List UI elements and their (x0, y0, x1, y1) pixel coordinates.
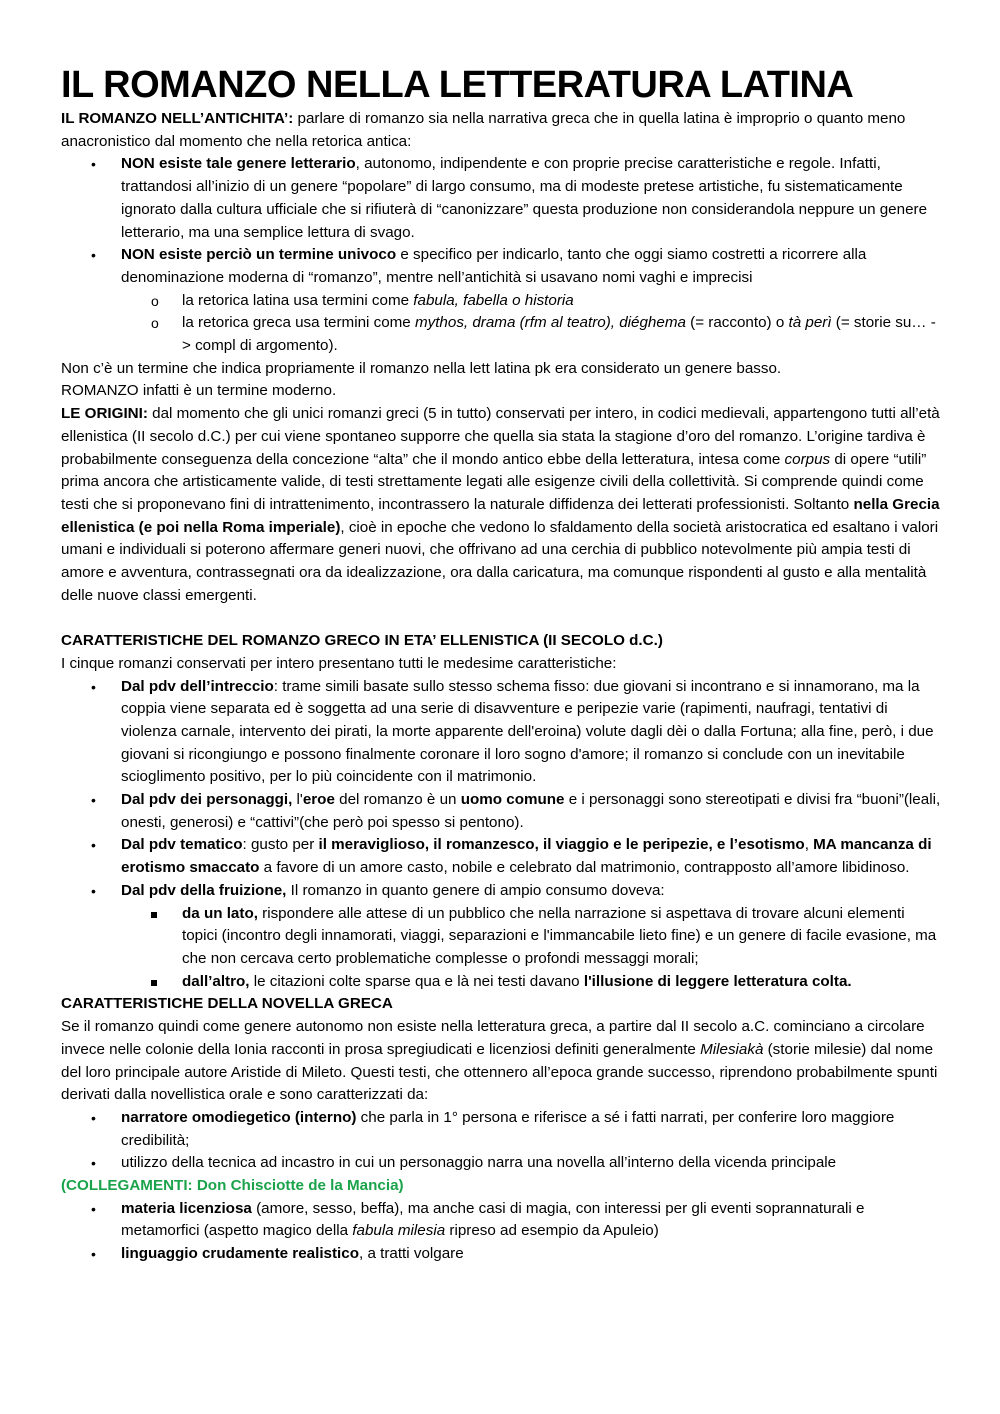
square-bullet-icon (151, 903, 157, 926)
antichita-paragraph: IL ROMANZO NELL’ANTICHITA’: parlare di romanzo sia nella narrativa greca che in quella latina è improprio o quanto meno anacronistico dal momento che nella retorica antica: (61, 110, 906, 150)
bullet-marker: • (91, 1109, 96, 1126)
novella-list (61, 1107, 944, 1175)
list-item: • NON esiste perciò un termine univoco e specifico per indicarlo, tanto che oggi siamo costretti a ricorrere alla denominazione moderna di “romanzo”, mentre nell’antichità si usavano nomi vaghi e imprecisi o la retorica latina usa termini come fabula, fabella o historia o la retorica greca usa termini come mythos, drama (rfm al teatro), diéghema (= racconto) o tà perì (= storie su… -> compl di argomento). (61, 244, 944, 358)
novella-paragraph: Se il romanzo quindi come genere autonomo non esiste nella letteratura greca, a partire dal II secolo a.C. cominciano a circolare invece nelle colonie della Ionia racconti in prosa spregiudicati e licenziosi definiti generalmente Milesiakà (storie milesie) dal nome del loro principale autore Aristide di Mileto. Questi testi, che ottennero all’epoca grande successo, riprendono probabilmente spunti derivati dalla novellistica orale e sono caratterizzati da: (61, 1018, 938, 1104)
origini-paragraph: LE ORIGINI: dal momento che gli unici romanzi greci (5 in tutto) conservati per intero, in codici medievali, appartengono tutti all’età ellenistica (II secolo d.C.) per cui viene spontaneo supporre che quella sia stata la stagione d’oro del romanzo. L’origine tardiva è probabilmente conseguenza della concezione “alta” che il mondo antico ebbe della letteratura, intesa come corpus di opere “utili” prima ancora che artisticamente valide, di testi strettamente legati alle esigenze civili della collettività. Si comprende quindi come testi che si proponevano fini di intrattenimento, incontrassero la naturale diffidenza dei letterati professionisti. Soltanto nella Grecia ellenistica (e poi nella Roma imperiale), cioè in epoche che vedono lo sfaldamento della società aristocratica ed esaltano i valori umani e individuali si poterono affermare generi nuovi, che offrivano ad una cerchia di pubblico notevolmente più ampia testi di amore e avventura, contrassegnati ora da idealizzazione, ora dalla caricatura, ma comunque rispondenti al gusto e alla mentalità delle nuove classi emergenti. (61, 405, 940, 604)
novella-list-continued (61, 1198, 944, 1266)
list-item: • utilizzo della tecnica ad incastro in cui un personaggio narra una novella all’interno della vicenda principale (61, 1152, 944, 1175)
bullet-marker: • (91, 1200, 96, 1217)
list-item: • Dal pdv della fruizione, Il romanzo in quanto genere di ampio consumo doveva: da un lato, rispondere alle attese di un pubblico che nella narrazione si aspettava di trovare alcuni elementi topici (incontro degli innamorati, viaggi, separazioni e l'immancabile lieto fine) e un genere di facile evasione, ma che non cercava certo problematiche complesse o profondi messaggi morali; dall’altro, le citazioni colte sparse qua e là nei testi davano l'illusione di leggere letteratura colta. (61, 880, 944, 994)
bullet-marker: • (91, 247, 96, 264)
circle-marker: o (151, 315, 159, 332)
antichita-list (61, 153, 944, 357)
list-item: • linguaggio crudamente realistico, a tratti volgare (61, 1243, 944, 1266)
bullet-marker: • (91, 678, 96, 695)
list-item: • materia licenziosa (amore, sesso, beffa), ma anche casi di magia, con interessi per gli eventi soprannaturali e metamorfici (aspetto magico della fabula milesia ripreso ad esempio da Apuleio) (91, 1199, 865, 1240)
page-title: IL ROMANZO NELLA LETTERATURA LATINA (61, 64, 854, 106)
section-heading: CARATTERISTICHE DEL ROMANZO GRECO IN ETA’ ELLENISTICA (II SECOLO d.C.) (61, 632, 663, 650)
spacer (61, 607, 944, 630)
list-item: o la retorica greca usa termini come mythos, drama (rfm al teatro), diéghema (= racconto) o tà perì (= storie su… -> compl di argomento). (151, 314, 936, 355)
list-item: dall’altro, le citazioni colte sparse qua e là nei testi davano l'illusione di leggere letteratura colta. (61, 971, 944, 994)
list-item: da un lato, rispondere alle attese di un pubblico che nella narrazione si aspettava di trovare alcuni elementi topici (incontro degli innamorati, viaggi, separazioni e l'immancabile lieto fine) e un genere di facile evasione, ma che non cercava certo problematiche complesse o profondi messaggi morali; (61, 903, 944, 971)
square-bullet-icon (151, 971, 157, 994)
list-item: • Dal pdv dei personaggi, l'eroe del romanzo è un uomo comune e i personaggi sono stereotipati e divisi fra “buoni”(leali, onesti, generosi) e “cattivi”(che però poi spesso si pentono). (91, 791, 941, 831)
retorica-sublist (121, 290, 944, 358)
origini-heading: LE ORIGINI: (61, 405, 148, 423)
romanzo-greco-list (61, 676, 944, 994)
list-item: • NON esiste tale genere letterario, autonomo, indipendente e con proprie precise caratteristiche e regole. Infatti, trattandosi all’inizio di un genere “popolare” di largo consumo, ma di modeste pretese artistiche, fu sistematicamente ignorato dalla cultura ufficiale che si rifiuterà di “canonizzare” questa produzione non considerandola neppure un genere letterario, ma una semplice lettura di svago. (91, 155, 928, 241)
text-line: ROMANZO infatti è un termine moderno. (61, 382, 337, 400)
antichita-heading: IL ROMANZO NELL’ANTICHITA’: (61, 110, 294, 127)
text-line: I cinque romanzi conservati per intero presentano tutti le medesime caratteristiche: (61, 654, 617, 672)
bullet-marker: • (91, 1155, 96, 1172)
bullet-marker: • (91, 837, 96, 854)
bullet-marker: • (91, 1246, 96, 1263)
list-item: • Dal pdv dell’intreccio: trame simili basate sullo stesso schema fisso: due giovani si incontrano e si innamorano, ma la coppia viene separata ed è soggetta ad una serie di disavventure e peripezie varie (rapimenti, naufragi, tentativi di violenza carnale, intervento dei pirati, la morte apparente dell'eroina) volute dagli dèi o dalla Fortuna; alla fine, però, i due giovani si ricongiungo e possono finalmente coronare il loro sogno d'amore; il romanzo si conclude con un inevitabile scioglimento positivo, per lo più coincidente con il matrimonio. (91, 677, 934, 786)
bullet-marker: • (91, 882, 96, 899)
section-heading: CARATTERISTICHE DELLA NOVELLA GRECA (61, 995, 393, 1013)
fruizione-sublist (121, 903, 944, 994)
collegamenti-note: (COLLEGAMENTI: Don Chisciotte de la Mancia) (61, 1177, 404, 1195)
text-line: Non c’è un termine che indica propriamente il romanzo nella lett latina pk era considerato un genere basso. (61, 359, 782, 377)
list-item: • narratore omodiegetico (interno) che parla in 1° persona e riferisce a sé i fatti narrati, per conferire loro maggiore credibilità; (91, 1108, 895, 1149)
list-item: • Dal pdv tematico: gusto per il meraviglioso, il romanzesco, il viaggio e le peripezie, e l’esotismo, MA mancanza di erotismo smaccato a favore di un amore casto, nobile e celebrato dal matrimonio, contrapposto all’amore libidinoso. (91, 836, 932, 877)
bullet-marker: • (91, 156, 96, 173)
circle-marker: o (151, 292, 159, 309)
document-body (61, 108, 944, 1266)
bullet-marker: • (91, 792, 96, 809)
list-item: o la retorica latina usa termini come fabula, fabella o historia (61, 290, 944, 313)
